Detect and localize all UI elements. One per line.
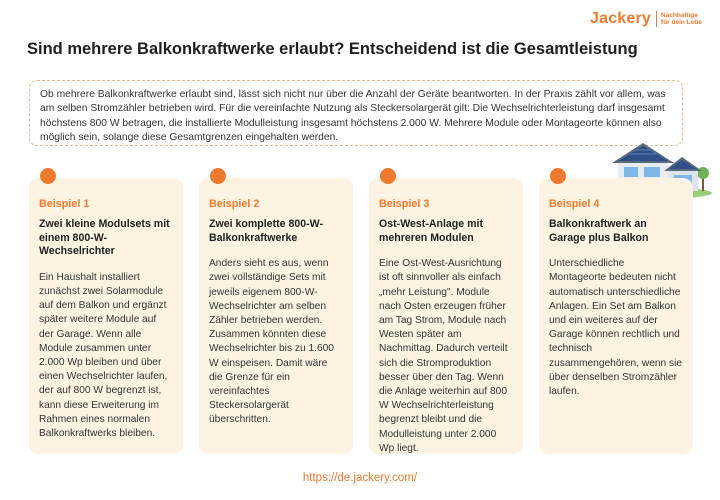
brand-logo — [590, 8, 720, 30]
bullet-dot-icon — [210, 168, 226, 184]
example-body: Ein Haushalt installiert zunächst zwei Solarmodule auf dem Balkon und ergänzt später weitere Module auf der Garage. Wenn alle Module zusammen unter 2.000 Wp bleiben und über einen Wechselrichter laufen, der auf 800 W begrenzt ist, kann diese Erweiterung im Rahmen eines normalen Balkonkraftwerks bleiben. — [39, 271, 168, 440]
example-body: Unterschiedliche Montageorte bedeuten nicht automatisch unterschiedliche Anlagen. Ein Set am Balkon und ein weiteres auf der Garage können rechtlich und technisch zusammengehören, wenn sie über denselben Stromzähler laufen. — [549, 258, 683, 398]
bullet-dot-icon — [40, 168, 56, 184]
example-label: Beispiel 2 — [209, 198, 260, 210]
example-label: Beispiel 4 — [549, 198, 600, 210]
intro-box: Ob mehrere Balkonkraftwerke erlaubt sind, lässt sich nicht nur über die Anzahl der Geräte beantworten. In der Praxis zählt vor allem, was am selben Stromzähler betrieben wird. Für die vereinfachte Nutzung als Steckersolargerät gilt: Die Wechselrichterleistung darf insgesamt höchstens 800 W betragen, die installierte Modulleistung insgesamt höchstens 2.000 W. Mehrere Module oder Montageorte können also möglich sein, solange diese Gesamtgrenzen eingehalten werden. — [29, 80, 683, 146]
example-heading: Zwei komplette 800-W-Balkonkraftwerke — [209, 218, 323, 244]
bullet-dot-icon — [380, 168, 396, 184]
page-title: Sind mehrere Balkonkraftwerke erlaubt? Entscheidend ist die Gesamtleistung — [27, 40, 638, 58]
example-card-4 — [539, 178, 693, 454]
brand-divider — [656, 11, 657, 27]
example-label: Beispiel 1 — [39, 198, 90, 210]
brand-tagline: Nachhaltige für dein Lebe — [661, 11, 702, 26]
example-card-2 — [199, 178, 353, 454]
example-heading: Zwei kleine Modulsets mit einem 800-W-Wechselrichter — [39, 218, 170, 258]
brand-name: Jackery — [590, 10, 652, 27]
example-card-3 — [369, 178, 523, 454]
example-card-1 — [29, 178, 183, 454]
example-body: Eine Ost-West-Ausrichtung ist oft sinnvoller als einfach „mehr Leistung". Module nach Osten erzeugen früher am Tag Strom, Module nach Westen später am Nachmittag. Dadurch verteilt sich die Stromproduktion besser über den Tag. Wenn die Anlage weiterhin auf 800 W Wechselrichterleistung begrenzt bleibt und die Modulleistung unter 2.000 Wp liegt. — [379, 258, 508, 454]
example-heading: Ost-West-Anlage mit mehreren Modulen — [379, 218, 483, 244]
footer-url-link[interactable]: https://de.jackery.com/ — [302, 472, 418, 484]
example-label: Beispiel 3 — [379, 198, 430, 210]
bullet-dot-icon — [550, 168, 566, 184]
example-body: Anders sieht es aus, wenn zwei vollständige Sets mit jeweils eigenem 800-W-Wechselrichter am selben Zähler betrieben werden. Zusammen könnten diese Wechselrichter bis zu 1.600 W einspeisen. Damit wäre die Grenze für ein vereinfachtes Steckersolargerät überschritten. — [209, 258, 334, 426]
example-heading: Balkonkraftwerk an Garage plus Balkon — [549, 218, 649, 244]
